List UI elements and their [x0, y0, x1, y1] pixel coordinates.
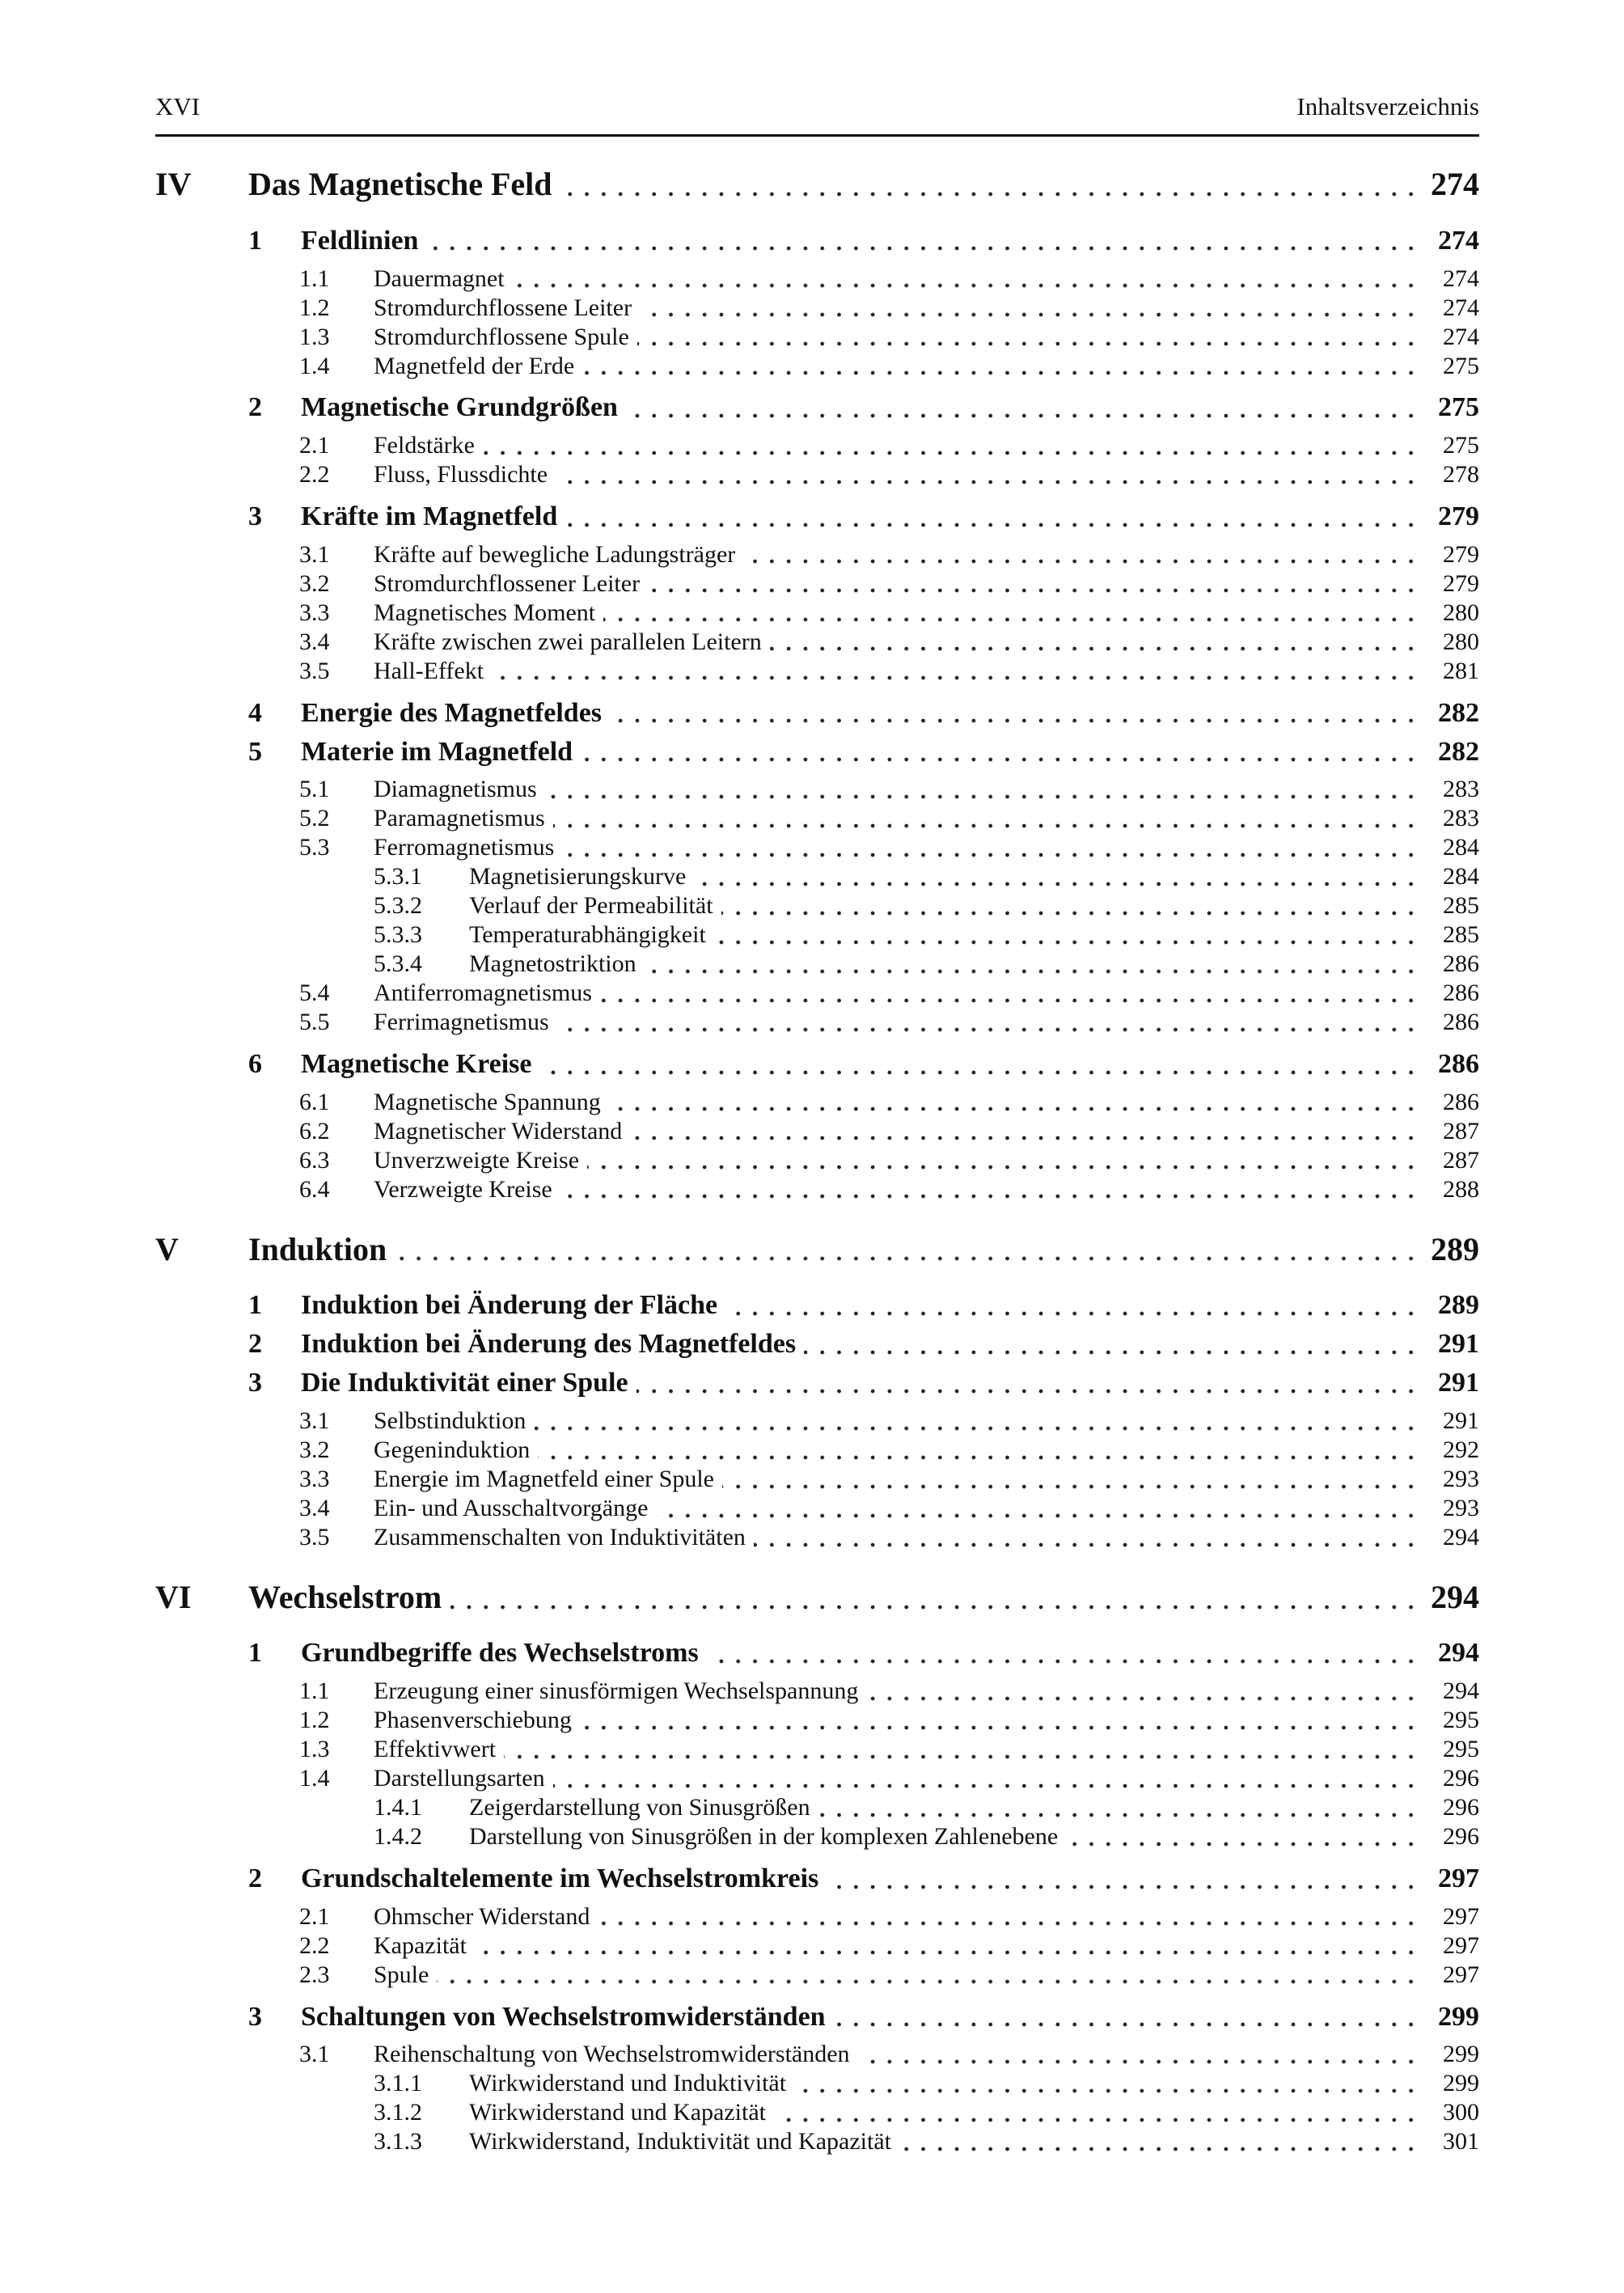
leader-dots — [648, 570, 1419, 594]
leader-dots — [437, 1961, 1419, 1986]
toc-entry-section[interactable] — [0, 221, 1624, 261]
entry-title: Darstellungsarten — [374, 1765, 545, 1792]
entry-number: 3.3 — [299, 599, 330, 626]
entry-page-number: 285 — [1443, 921, 1479, 949]
entry-title: Das Magnetische Feld — [248, 166, 552, 203]
entry-number: 5 — [248, 736, 262, 767]
entry-page-number: 281 — [1443, 657, 1479, 684]
leader-dots — [804, 1332, 1419, 1356]
entry-title: Magnetische Grundgrößen — [301, 392, 618, 423]
entry-title: Induktion bei Änderung des Magnetfeldes — [301, 1329, 797, 1360]
toc-entry-sub[interactable] — [0, 455, 1624, 495]
entry-page-number: 274 — [1443, 294, 1479, 321]
entry-title: Darstellung von Sinusgrößen in der komplexen Zahlenebene — [469, 1823, 1059, 1851]
toc-entry-sub[interactable] — [0, 1170, 1624, 1210]
toc-entry-sub[interactable] — [0, 346, 1624, 387]
entry-page-number: 296 — [1443, 1794, 1479, 1821]
entry-title: Magnetostriktion — [469, 950, 636, 978]
entry-title: Paramagnetismus — [374, 805, 545, 832]
entry-number: 6.4 — [299, 1176, 330, 1204]
entry-title: Fluss, Flussdichte — [374, 461, 548, 489]
leader-dots — [553, 806, 1419, 830]
entry-title: Magnetischer Widerstand — [374, 1118, 623, 1145]
entry-title: Magnetisierungskurve — [469, 863, 687, 891]
entry-title: Diamagnetismus — [374, 776, 537, 803]
leader-dots — [770, 628, 1419, 653]
entry-number: 3 — [248, 2001, 262, 2032]
entry-number: 5.3.4 — [374, 950, 422, 978]
entry-title: Unverzweigte Kreise — [374, 1147, 580, 1174]
entry-number: 6.1 — [299, 1089, 330, 1116]
entry-title: Zusammenschalten von Induktivitäten — [374, 1524, 746, 1551]
entry-page-number: 293 — [1443, 1495, 1479, 1522]
entry-number: 3.1.3 — [374, 2128, 422, 2156]
entry-number: 5.1 — [299, 776, 330, 803]
entry-number: IV — [155, 166, 192, 203]
leader-dots — [580, 1707, 1419, 1732]
entry-page-number: 278 — [1443, 461, 1479, 489]
entry-title: Energie im Magnetfeld einer Spule — [374, 1466, 714, 1493]
leader-dots — [656, 1496, 1419, 1520]
entry-title: Kapazität — [374, 1931, 467, 1959]
leader-dots — [504, 1737, 1419, 1761]
leader-dots — [626, 396, 1419, 420]
entry-title: Induktion bei Änderung der Fläche — [301, 1290, 718, 1321]
entry-number: 1.1 — [299, 264, 330, 292]
leader-dots — [581, 739, 1419, 764]
entry-title: Wirkwiderstand und Kapazität — [469, 2099, 767, 2126]
leader-dots — [395, 1238, 1419, 1263]
entry-page-number: 286 — [1443, 1089, 1479, 1116]
entry-number: 2 — [248, 392, 262, 423]
entry-page-number: 289 — [1438, 1290, 1479, 1321]
entry-number: 6 — [248, 1049, 262, 1080]
entry-title: Magnetische Spannung — [374, 1089, 601, 1116]
entry-number: 2.1 — [299, 432, 330, 459]
toc-entry-subsub[interactable] — [0, 1817, 1624, 1857]
entry-number: 5.2 — [299, 805, 330, 832]
entry-title: Stromdurchflossener Leiter — [374, 569, 641, 597]
toc-entry-section[interactable] — [0, 1044, 1624, 1085]
entry-number: 3.5 — [299, 657, 330, 684]
entry-page-number: 294 — [1443, 1524, 1479, 1551]
entry-title: Wirkwiderstand, Induktivität und Kapazität — [469, 2128, 891, 2156]
toc-entry-section[interactable] — [0, 497, 1624, 537]
toc-entry-chapter[interactable] — [0, 1229, 1624, 1270]
entry-page-number: 291 — [1438, 1368, 1479, 1398]
entry-page-number: 292 — [1443, 1436, 1479, 1464]
entry-page-number: 295 — [1443, 1707, 1479, 1734]
leader-dots — [545, 776, 1419, 801]
entry-number: V — [155, 1230, 179, 1267]
entry-page-number: 299 — [1443, 2041, 1479, 2068]
entry-page-number: 297 — [1443, 1902, 1479, 1930]
entry-title: Feldstärke — [374, 432, 475, 459]
leader-dots — [899, 2129, 1419, 2153]
leader-dots — [834, 2004, 1419, 2029]
leader-dots — [609, 1089, 1419, 1113]
entry-page-number: 289 — [1431, 1230, 1479, 1267]
entry-title: Spule — [374, 1961, 429, 1988]
entry-number: 5.3.2 — [374, 892, 422, 920]
entry-page-number: 286 — [1443, 1009, 1479, 1036]
entry-number: 2.2 — [299, 461, 330, 489]
entry-title: Erzeugung einer sinusförmigen Wechselspannung — [374, 1677, 859, 1705]
entry-title: Phasenverschiebung — [374, 1707, 572, 1734]
entry-number: 1 — [248, 1290, 262, 1321]
entry-number: 3.4 — [299, 628, 330, 655]
leader-dots — [598, 1903, 1419, 1927]
entry-page-number: 279 — [1443, 569, 1479, 597]
entry-page-number: 282 — [1438, 697, 1479, 728]
entry-page-number: 294 — [1443, 1677, 1479, 1705]
entry-page-number: 299 — [1438, 2001, 1479, 2032]
entry-number: 2.1 — [299, 1902, 330, 1930]
entry-page-number: 279 — [1438, 501, 1479, 531]
leader-dots — [754, 1525, 1419, 1549]
entry-page-number: 284 — [1443, 863, 1479, 891]
leader-dots — [637, 324, 1419, 348]
entry-page-number: 279 — [1443, 540, 1479, 568]
entry-page-number: 274 — [1431, 166, 1479, 203]
leader-dots — [557, 1009, 1419, 1034]
entry-number: 3 — [248, 1368, 262, 1398]
entry-title: Kräfte zwischen zwei parallelen Leitern — [374, 628, 762, 655]
entry-title: Selbstinduktion — [374, 1407, 527, 1435]
toc-entry-chapter[interactable] — [0, 1577, 1624, 1618]
entry-number: 3.4 — [299, 1495, 330, 1522]
leader-dots — [610, 700, 1419, 725]
entry-title: Zeigerdarstellung von Sinusgrößen — [469, 1794, 810, 1821]
leader-dots — [587, 1147, 1419, 1171]
entry-number: 1.3 — [299, 323, 330, 350]
leader-dots — [694, 864, 1419, 888]
leader-dots — [707, 1641, 1419, 1665]
leader-dots — [534, 1408, 1419, 1432]
toc-entry-sub[interactable] — [0, 1955, 1624, 1995]
entry-page-number: 300 — [1443, 2099, 1479, 2126]
leader-dots — [562, 835, 1419, 859]
entry-page-number: 291 — [1438, 1329, 1479, 1360]
entry-page-number: 287 — [1443, 1118, 1479, 1145]
entry-title: Feldlinien — [301, 225, 419, 256]
entry-title: Energie des Magnetfeldes — [301, 697, 603, 728]
toc-entry-section[interactable] — [0, 1285, 1624, 1326]
page-number: XVI — [155, 92, 201, 121]
entry-page-number: 294 — [1438, 1638, 1479, 1669]
toc-entry-section[interactable] — [0, 1997, 1624, 2037]
entry-number: 5.3 — [299, 834, 330, 861]
toc-entry-section[interactable] — [0, 1324, 1624, 1364]
entry-page-number: 287 — [1443, 1147, 1479, 1174]
entry-number: 1.1 — [299, 1677, 330, 1705]
entry-number: 3.5 — [299, 1524, 330, 1551]
leader-dots — [492, 658, 1419, 682]
leader-dots — [636, 1371, 1419, 1395]
entry-number: 3.3 — [299, 1466, 330, 1493]
leader-dots — [721, 893, 1419, 917]
entry-page-number: 291 — [1443, 1407, 1479, 1435]
entry-page-number: 297 — [1443, 1931, 1479, 1959]
entry-title: Wirkwiderstand und Induktivität — [469, 2070, 787, 2097]
entry-title: Stromdurchflossene Spule — [374, 323, 629, 350]
toc-entry-subsub[interactable] — [0, 2122, 1624, 2162]
entry-number: 5.4 — [299, 979, 330, 1007]
entry-title: Gegeninduktion — [374, 1436, 531, 1464]
toc-entry-section[interactable] — [0, 387, 1624, 428]
leader-dots — [603, 599, 1419, 624]
leader-dots — [600, 980, 1419, 1005]
entry-title: Wechselstrom — [248, 1578, 442, 1615]
entry-number: 3.1 — [299, 540, 330, 568]
entry-number: 4 — [248, 697, 262, 728]
entry-title: Grundschaltelemente im Wechselstromkreis — [301, 1863, 819, 1893]
entry-page-number: 299 — [1443, 2070, 1479, 2097]
entry-page-number: 288 — [1443, 1176, 1479, 1204]
leader-dots — [565, 505, 1419, 529]
entry-title: Temperaturabhängigkeit — [469, 921, 706, 949]
entry-number: 1.2 — [299, 1707, 330, 1734]
toc-entry-section[interactable] — [0, 732, 1624, 772]
leader-dots — [582, 353, 1419, 377]
entry-page-number: 275 — [1438, 392, 1479, 423]
leader-dots — [560, 174, 1419, 198]
entry-number: 5.3.1 — [374, 863, 422, 891]
entry-page-number: 274 — [1438, 225, 1479, 256]
entry-number: 1.4.1 — [374, 1794, 422, 1821]
entry-page-number: 285 — [1443, 892, 1479, 920]
entry-number: 3.1 — [299, 1407, 330, 1435]
entry-title: Reihenschaltung von Wechselstromwiderständen — [374, 2041, 850, 2068]
entry-number: 3 — [248, 501, 262, 531]
leader-dots — [556, 462, 1419, 486]
entry-page-number: 283 — [1443, 805, 1479, 832]
entry-number: 1.4 — [299, 352, 330, 379]
entry-number: 5.3.3 — [374, 921, 422, 949]
entry-number: 2 — [248, 1329, 262, 1360]
leader-dots — [1066, 1824, 1419, 1848]
leader-dots — [483, 433, 1419, 457]
entry-page-number: 274 — [1443, 264, 1479, 292]
entry-page-number: 297 — [1443, 1961, 1479, 1988]
entry-page-number: 283 — [1443, 776, 1479, 803]
leader-dots — [818, 1795, 1419, 1819]
entry-title: Antiferromagnetismus — [374, 979, 592, 1007]
entry-page-number: 275 — [1443, 352, 1479, 379]
leader-dots — [725, 1293, 1419, 1318]
entry-number: 1.4.2 — [374, 1823, 422, 1851]
entry-page-number: 280 — [1443, 599, 1479, 626]
toc-entry-sub[interactable] — [0, 651, 1624, 692]
running-title: Inhaltsverzeichnis — [1296, 92, 1479, 121]
leader-dots — [426, 228, 1419, 252]
entry-title: Effektivwert — [374, 1736, 497, 1763]
entry-number: 5.5 — [299, 1009, 330, 1036]
toc-entry-section[interactable] — [0, 693, 1624, 734]
toc-entry-section[interactable] — [0, 1859, 1624, 1899]
entry-page-number: 286 — [1443, 950, 1479, 978]
leader-dots — [640, 294, 1419, 319]
toc-entry-section[interactable] — [0, 1363, 1624, 1403]
entry-title: Magnetfeld der Erde — [374, 352, 575, 379]
leader-dots — [539, 1052, 1419, 1077]
entry-number: 1.2 — [299, 294, 330, 321]
entry-page-number: 296 — [1443, 1765, 1479, 1792]
entry-number: 3.1.2 — [374, 2099, 422, 2126]
entry-page-number: 280 — [1443, 628, 1479, 655]
toc-entry-section[interactable] — [0, 1633, 1624, 1673]
entry-page-number: 293 — [1443, 1466, 1479, 1493]
leader-dots — [475, 1932, 1419, 1957]
leader-dots — [722, 1466, 1419, 1491]
entry-page-number: 296 — [1443, 1823, 1479, 1851]
entry-number: 2.3 — [299, 1961, 330, 1988]
entry-page-number: 286 — [1438, 1049, 1479, 1080]
entry-number: 6.3 — [299, 1147, 330, 1174]
toc-entry-chapter[interactable] — [0, 164, 1624, 205]
entry-number: 2.2 — [299, 1931, 330, 1959]
entry-title: Kräfte auf bewegliche Ladungsträger — [374, 540, 736, 568]
entry-page-number: 274 — [1443, 323, 1479, 350]
toc-entry-sub[interactable] — [0, 1517, 1624, 1558]
entry-title: Magnetisches Moment — [374, 599, 596, 626]
leader-dots — [560, 1176, 1419, 1200]
entry-number: VI — [155, 1578, 192, 1615]
entry-number: 2 — [248, 1863, 262, 1893]
entry-title: Stromdurchflossene Leiter — [374, 294, 632, 321]
entry-page-number: 297 — [1438, 1863, 1479, 1893]
leader-dots — [866, 1678, 1419, 1703]
entry-number: 3.1.1 — [374, 2070, 422, 2097]
leader-dots — [513, 265, 1419, 290]
entry-title: Ferrimagnetismus — [374, 1009, 549, 1036]
entry-title: Verzweigte Kreise — [374, 1176, 552, 1204]
entry-number: 1.3 — [299, 1736, 330, 1763]
leader-dots — [630, 1118, 1419, 1142]
entry-title: Die Induktivität einer Spule — [301, 1368, 628, 1398]
entry-title: Ohmscher Widerstand — [374, 1902, 590, 1930]
header-rule — [155, 134, 1479, 137]
entry-page-number: 286 — [1443, 979, 1479, 1007]
entry-title: Verlauf der Permeabilität — [469, 892, 713, 920]
leader-dots — [827, 1867, 1419, 1891]
entry-page-number: 282 — [1438, 736, 1479, 767]
entry-number: 3.2 — [299, 1436, 330, 1464]
entry-title: Materie im Magnetfeld — [301, 736, 573, 767]
entry-page-number: 284 — [1443, 834, 1479, 861]
entry-title: Ein- und Ausschaltvorgänge — [374, 1495, 649, 1522]
entry-number: 1.4 — [299, 1765, 330, 1792]
entry-page-number: 275 — [1443, 432, 1479, 459]
leader-dots — [858, 2041, 1419, 2066]
entry-title: Magnetische Kreise — [301, 1049, 532, 1080]
entry-number: 1 — [248, 1638, 262, 1669]
leader-dots — [743, 541, 1419, 565]
entry-title: Induktion — [248, 1230, 387, 1267]
entry-number: 3.2 — [299, 569, 330, 597]
entry-title: Kräfte im Magnetfeld — [301, 501, 558, 531]
leader-dots — [553, 1766, 1419, 1790]
entry-title: Schaltungen von Wechselstromwiderständen — [301, 2001, 826, 2032]
entry-title: Ferromagnetismus — [374, 834, 555, 861]
entry-page-number: 294 — [1431, 1578, 1479, 1615]
entry-title: Hall-Effekt — [374, 657, 484, 684]
entry-title: Grundbegriffe des Wechselstroms — [301, 1638, 699, 1669]
entry-page-number: 301 — [1443, 2128, 1479, 2156]
leader-dots — [538, 1437, 1419, 1462]
leader-dots — [450, 1587, 1419, 1611]
entry-number: 6.2 — [299, 1118, 330, 1145]
leader-dots — [714, 922, 1419, 946]
toc-entry-sub[interactable] — [0, 1002, 1624, 1043]
leader-dots — [774, 2100, 1419, 2124]
entry-number: 3.1 — [299, 2041, 330, 2068]
entry-page-number: 295 — [1443, 1736, 1479, 1763]
leader-dots — [645, 951, 1419, 975]
leader-dots — [794, 2071, 1419, 2095]
entry-title: Dauermagnet — [374, 264, 505, 292]
entry-number: 1 — [248, 225, 262, 256]
